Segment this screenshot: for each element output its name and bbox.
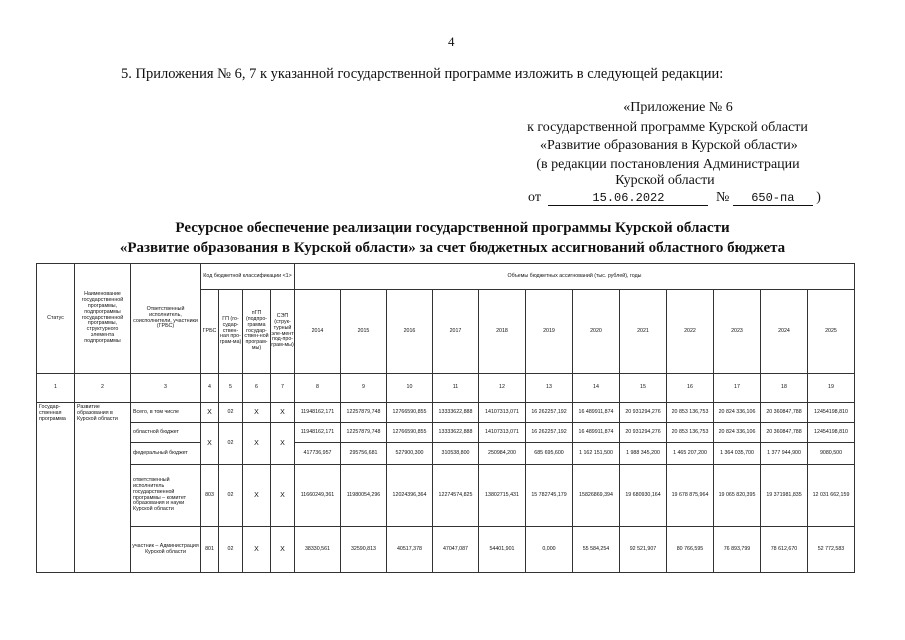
value-cell: 15826869,394 [573, 465, 620, 527]
col-number: 12 [479, 374, 526, 403]
col-number: 6 [243, 374, 271, 403]
pgp-cell: Х [243, 403, 271, 423]
value-cell: 20 853 136,753 [667, 403, 714, 423]
header-grbs: ГРБС [201, 290, 219, 374]
value-cell: 527900,300 [387, 443, 433, 465]
executor-cell: Всего, в том числе [131, 403, 201, 423]
value-cell: 40517,378 [387, 527, 433, 573]
value-cell: 13802715,431 [479, 465, 526, 527]
executor-cell: федеральный бюджет [131, 443, 201, 465]
value-cell: 19 680930,164 [620, 465, 667, 527]
value-cell: 16 262257,192 [526, 423, 573, 443]
value-cell: 20 853 136,753 [667, 423, 714, 443]
value-cell: 295756,681 [341, 443, 387, 465]
resolution-date: 15.06.2022 [548, 191, 708, 206]
appendix-line-1: «Приложение № 6 [623, 100, 733, 115]
value-cell: 76 893,799 [714, 527, 761, 573]
status-cell: Государ-ственная программа [37, 403, 75, 573]
header-se: СЭП (струк-турный эле-мент под-про-грам-мы) [271, 290, 295, 374]
program-cell: Развитие образования в Курской области [75, 403, 131, 573]
header-year: 2017 [433, 290, 479, 374]
col-number: 9 [341, 374, 387, 403]
header-year: 2019 [526, 290, 573, 374]
header-executor: Ответственный исполнитель, соисполнители, участники (ГРБС) [131, 264, 201, 374]
pgp-cell: Х [243, 465, 271, 527]
value-cell: 1 988 345,200 [620, 443, 667, 465]
value-cell: 55 584,254 [573, 527, 620, 573]
col-number: 15 [620, 374, 667, 403]
value-cell: 38330,561 [295, 527, 341, 573]
col-number: 1 [37, 374, 75, 403]
table-row [37, 527, 855, 573]
se-cell: Х [271, 465, 295, 527]
value-cell: 11980054,296 [341, 465, 387, 527]
se-cell: Х [271, 403, 295, 423]
resolution-date-line [528, 190, 821, 206]
value-cell: 14107313,071 [479, 403, 526, 423]
header-year: 2022 [667, 290, 714, 374]
value-cell: 16 489911,874 [573, 403, 620, 423]
value-cell: 20 360847,788 [761, 403, 808, 423]
value-cell: 20 931294,276 [620, 423, 667, 443]
appendix-line-5: Курской области [615, 173, 715, 188]
table-row [37, 443, 855, 465]
value-cell: 20 931294,276 [620, 403, 667, 423]
number-prefix: № [715, 190, 730, 205]
date-prefix: от [528, 190, 541, 205]
value-cell: 11948162,171 [295, 423, 341, 443]
value-cell: 11948162,171 [295, 403, 341, 423]
appendix-line-4: (в редакции постановления Администрации [536, 157, 800, 172]
value-cell: 12 031 662,159 [808, 465, 855, 527]
value-cell: 19 065 820,395 [714, 465, 761, 527]
value-cell: 12024396,364 [387, 465, 433, 527]
header-year: 2020 [573, 290, 620, 374]
value-cell: 1 465 207,200 [667, 443, 714, 465]
closing-paren: ) [816, 190, 821, 205]
value-cell: 16 489911,874 [573, 423, 620, 443]
value-cell: 15 782745,179 [526, 465, 573, 527]
table-row [37, 423, 855, 443]
grbs-cell: Х [201, 403, 219, 423]
header-volumes: Объемы бюджетных ассигнований (тыс. рублей), годы [295, 264, 855, 290]
executor-cell: участник – Администрация Курской области [131, 527, 201, 573]
header-year: 2014 [295, 290, 341, 374]
value-cell: 19 371981,835 [761, 465, 808, 527]
col-number: 10 [387, 374, 433, 403]
col-number: 14 [573, 374, 620, 403]
executor-cell: областной бюджет [131, 423, 201, 443]
value-cell: 0,000 [526, 527, 573, 573]
value-cell: 1 364 035,700 [714, 443, 761, 465]
col-number: 5 [219, 374, 243, 403]
value-cell: 1 162 151,500 [573, 443, 620, 465]
header-year: 2021 [620, 290, 667, 374]
header-year: 2025 [808, 290, 855, 374]
executor-cell: ответственный исполнитель государственной программы – комитет образования и науки Курской области [131, 465, 201, 527]
table-heading-line-1: Ресурсное обеспечение реализации государственной программы Курской области [175, 220, 730, 236]
table-row [37, 465, 855, 527]
appendix-line-2: к государственной программе Курской области [527, 120, 808, 135]
header-year: 2016 [387, 290, 433, 374]
gp-cell: 02 [219, 527, 243, 573]
grbs-cell: 801 [201, 527, 219, 573]
col-number: 19 [808, 374, 855, 403]
value-cell: 13333622,888 [433, 403, 479, 423]
header-gp: ГП (го-судар-ствен-ная про-грам-ма) [219, 290, 243, 374]
col-number: 4 [201, 374, 219, 403]
header-year: 2018 [479, 290, 526, 374]
grbs-cell: Х [201, 423, 219, 465]
header-budget-code: Код бюджетной классификации <1> [201, 264, 295, 290]
col-number: 8 [295, 374, 341, 403]
value-cell: 11660249,361 [295, 465, 341, 527]
grbs-cell: 803 [201, 465, 219, 527]
appendix-line-3: «Развитие образования в Курской области» [540, 138, 798, 153]
value-cell: 12454198,810 [808, 423, 855, 443]
pgp-cell: Х [243, 423, 271, 465]
header-name: Наименование государственной программы, подпрограммы государственной программы, структурного элемента подпрограммы [75, 264, 131, 374]
value-cell: 20 824 336,106 [714, 403, 761, 423]
value-cell: 16 262257,192 [526, 403, 573, 423]
col-number: 7 [271, 374, 295, 403]
value-cell: 20 360847,788 [761, 423, 808, 443]
gp-cell: 02 [219, 403, 243, 423]
value-cell: 19 678 875,964 [667, 465, 714, 527]
resolution-number: 650-па [733, 191, 813, 206]
value-cell: 32590,813 [341, 527, 387, 573]
table-heading-line-2: «Развитие образования в Курской области» за счет бюджетных ассигнований областного бюджета [119, 240, 786, 256]
se-cell: Х [271, 527, 295, 573]
col-number: 16 [667, 374, 714, 403]
header-year: 2015 [341, 290, 387, 374]
page-number: 4 [448, 34, 455, 49]
col-number: 11 [433, 374, 479, 403]
pgp-cell: Х [243, 527, 271, 573]
value-cell: 13333622,888 [433, 423, 479, 443]
col-number: 3 [131, 374, 201, 403]
value-cell: 78 612,670 [761, 527, 808, 573]
resource-table [36, 263, 855, 573]
value-cell: 417736,957 [295, 443, 341, 465]
col-number: 18 [761, 374, 808, 403]
value-cell: 12257879,748 [341, 403, 387, 423]
value-cell: 310538,800 [433, 443, 479, 465]
value-cell: 12454198,810 [808, 403, 855, 423]
value-cell: 12766590,855 [387, 403, 433, 423]
gp-cell: 02 [219, 423, 243, 465]
value-cell: 20 824 336,106 [714, 423, 761, 443]
gp-cell: 02 [219, 465, 243, 527]
value-cell: 92 521,907 [620, 527, 667, 573]
value-cell: 80 766,595 [667, 527, 714, 573]
header-pgp: пГП (подпро-грамма государ-ствен-ной програм-мы) [243, 290, 271, 374]
value-cell: 47047,087 [433, 527, 479, 573]
value-cell: 250984,200 [479, 443, 526, 465]
table-row [37, 403, 855, 423]
col-number: 13 [526, 374, 573, 403]
col-number: 2 [75, 374, 131, 403]
value-cell: 685 695,600 [526, 443, 573, 465]
value-cell: 12766590,855 [387, 423, 433, 443]
header-year: 2024 [761, 290, 808, 374]
value-cell: 9080,500 [808, 443, 855, 465]
value-cell: 14107313,071 [479, 423, 526, 443]
col-number: 17 [714, 374, 761, 403]
value-cell: 1 377 944,900 [761, 443, 808, 465]
se-cell: Х [271, 423, 295, 465]
value-cell: 54401,901 [479, 527, 526, 573]
header-status: Статус [37, 264, 75, 374]
value-cell: 52 772,583 [808, 527, 855, 573]
value-cell: 12257879,748 [341, 423, 387, 443]
value-cell: 12274574,825 [433, 465, 479, 527]
intro-text: 5. Приложения № 6, 7 к указанной государственной программе изложить в следующей редакции: [121, 66, 724, 82]
header-year: 2023 [714, 290, 761, 374]
